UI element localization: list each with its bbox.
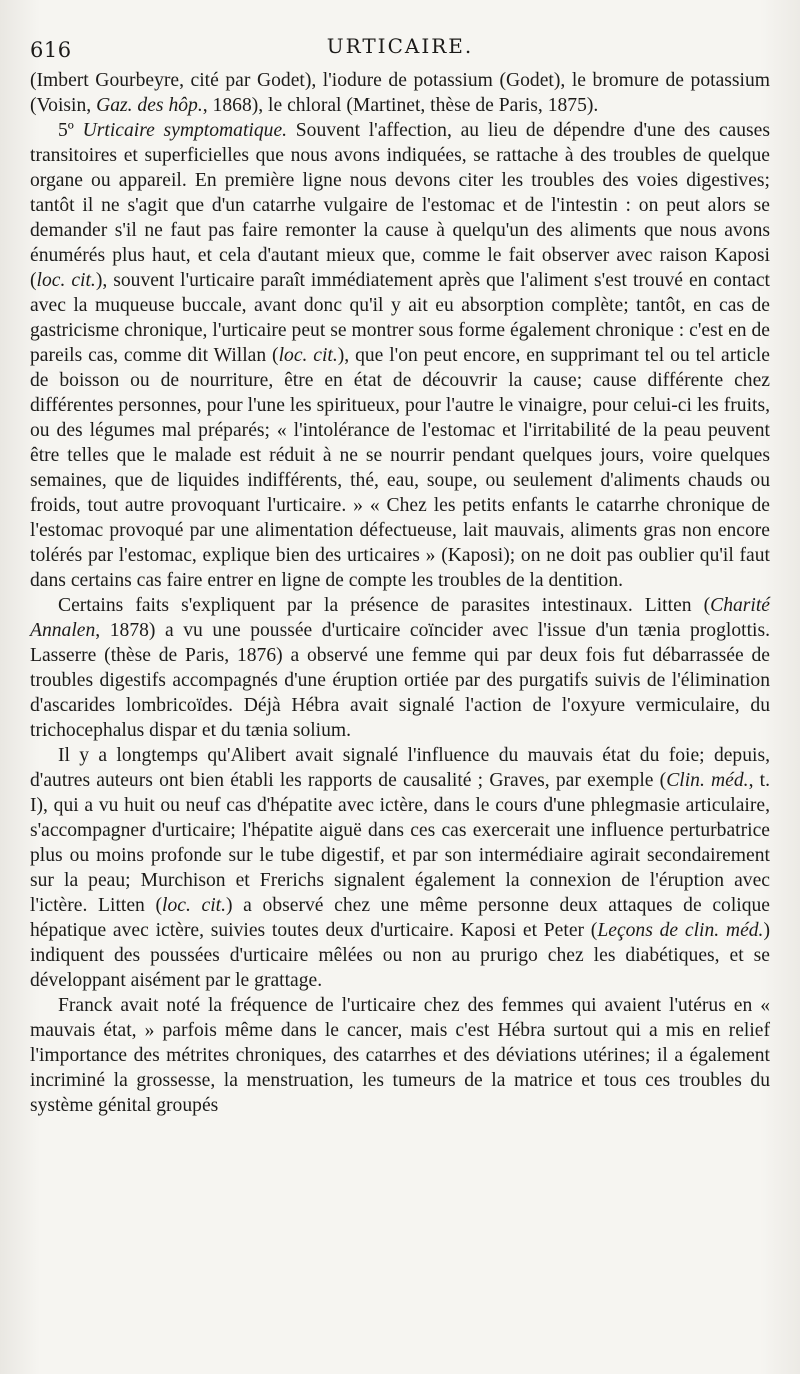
paragraph [30,593,770,743]
citation-title: Gaz. des hôp. [96,95,203,116]
section-number: 5º [58,120,83,141]
section-title: Urticaire symptomatique. [82,120,288,141]
text-run: , 1878) a vu une poussée d'urticaire coïncider avec l'issue d'un tænia proglottis. Lasserre (thèse de Paris, 1876) a observé une femme qui par deux fois fut débarrassée de troubles digestifs accompagnés d'une éruption ortiée par des purgatifs suivis de l'élimination d'ascarides lombricoïdes. Déjà Hébra avait signalé l'action de l'oxyure vermiculaire, du trichocephalus dispar et du tænia solium. [30,620,770,741]
running-title: URTICAIRE. [326,34,474,58]
text-run: Franck avait noté la fréquence de l'urticaire chez des femmes qui avaient l'utérus en « mauvais état, » parfois même dans le cancer, mais c'est Hébra surtout qui a mis en relief l'importance des métrites chroniques, des catarrhes et des déviations utérines; il a également incriminé la grossesse, la menstruation, les tumeurs de la matrice et tous ces troubles du système génital groupés [30,995,770,1116]
paragraph [30,118,770,593]
text-run: ), que l'on peut encore, en supprimant tel ou tel article de boisson ou de nourriture, être en état de découvrir la cause; cause différente chez différentes personnes, pour l'une les spiritueux, pour l'autre le vinaigre, pour celui-ci les fruits, ou des légumes mal préparés; « l'intolérance de l'estomac et l'irritabilité de la peau peuvent être telles que le malade est réduit à ne se nourrir pendant quelques jours, voire quelques semaines, que de liquides indifférents, thé, eau, soupe, ou seulement d'aliments chauds ou froids, tout autre provoquant l'urticaire. » « Chez les petits enfants le catarrhe chronique de l'estomac provoqué par une alimentation défectueuse, lait mauvais, aliments gras non encore tolérés par l'estomac, explique bien des urticaires » (Kaposi); on ne doit pas oublier qu'il faut dans certains cas faire entrer en ligne de compte les troubles de la dentition. [30,345,770,591]
text-run: , 1868), le chloral (Martinet, thèse de Paris, 1875). [202,95,599,116]
text-run: ) a observé chez une même personne deux attaques de colique hépatique avec ictère, suivies toutes deux d'urticaire. Kaposi et Peter ( [30,895,770,941]
page-number: 616 [30,38,72,62]
citation-title: loc. cit. [278,345,338,366]
text-run: ) indiquent des poussées d'urticaire mêlées ou non au prurigo chez les diabétiques, et se développant aisément par le grattage. [30,920,770,991]
paragraph [30,68,770,118]
body-text [30,68,770,1118]
text-run: ), souvent l'urticaire paraît immédiatement après que l'aliment s'est trouvé en contact avec la muqueuse buccale, avant donc qu'il y ait eu absorption complète; tantôt, en cas de gastricisme chronique, l'urticaire peut se montrer sous forme également chronique : c'est en de pareils cas, comme dit Willan ( [30,270,771,366]
text-run: Il y a longtemps qu'Alibert avait signalé l'influence du mauvais état du foie; depuis, d'autres auteurs ont bien établi les rapports de causalité ; Graves, par exemple ( [30,745,770,791]
citation-title: Charité Annalen [30,595,770,641]
citation-title: Clin. méd. [666,770,749,791]
text-run: Certains faits s'expliquent par la présence de parasites intestinaux. Litten ( [58,595,711,616]
page-header [30,24,770,68]
paragraph [30,743,770,993]
citation-title: loc. cit. [162,895,226,916]
citation-title: loc. cit. [36,270,96,291]
text-run: Souvent l'affection, au lieu de dépendre d'une des causes transitoires et superficielles que nous avons indiquées, se rattache à des troubles de quelque organe ou appareil. En première ligne nous devons citer les troubles des voies digestives; tantôt il ne s'agit que d'un catarrhe vulgaire de l'estomac et de l'intestin : on peut alors se demander s'il ne faut pas faire remonter la cause à quelqu'un des aliments que nous avons énumérés plus haut, et cela d'autant mieux que, comme le fait observer avec raison Kaposi ( [30,120,770,291]
text-run: (Imbert Gourbeyre, cité par Godet), l'iodure de potassium (Godet), le bromure de potassium (Voisin, [30,70,770,116]
citation-title: Leçons de clin. méd. [597,920,764,941]
paragraph [30,993,770,1118]
text-run: , t. I), qui a vu huit ou neuf cas d'hépatite avec ictère, dans le cours d'une phlegmasie articulaire, s'accompagner d'urticaire; l'hépatite aiguë dans ces cas exercerait une influence perturbatrice plus ou moins profonde sur le tube digestif, et par son intermédiaire agirait secondairement sur la peau; Murchison et Frerichs signalent également la connexion de l'éruption avec l'ictère. Litten ( [30,770,771,916]
